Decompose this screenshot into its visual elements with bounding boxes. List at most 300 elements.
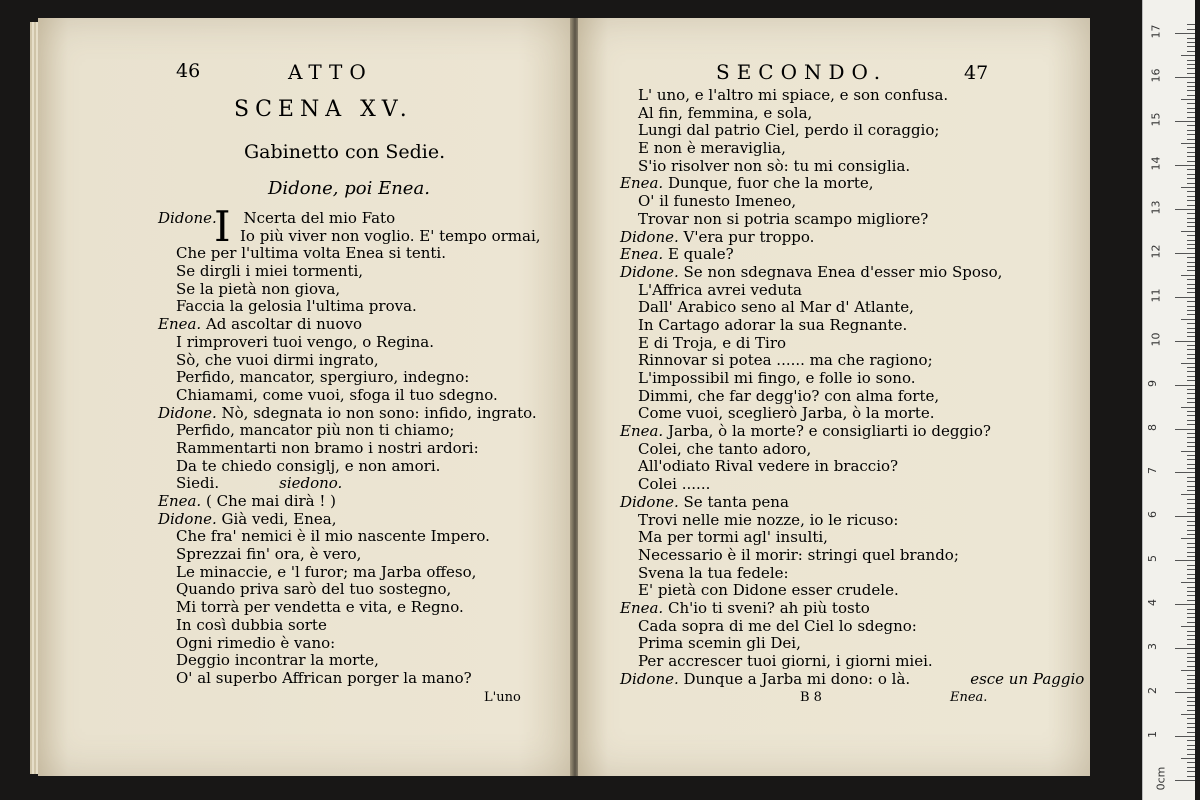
ruler-tick: [1187, 749, 1195, 750]
verse-text: Siedi.: [176, 474, 220, 493]
verse-line: [620, 476, 1084, 494]
verse-line: [620, 264, 1084, 282]
verse-line: [158, 281, 541, 299]
ruler-tick: [1187, 710, 1195, 711]
verse-text: Colei ......: [638, 475, 711, 494]
verse-line: [620, 299, 1084, 317]
verse-line: [620, 653, 1084, 671]
verse-line: [158, 493, 541, 511]
speaker-name: Enea.: [620, 598, 668, 617]
ruler-label: 8: [1146, 423, 1159, 431]
ruler-tick: [1187, 46, 1195, 47]
verse-line: [620, 140, 1084, 158]
verse-line: [620, 494, 1084, 512]
ruler-tick: [1181, 626, 1195, 627]
ruler-tick: [1187, 38, 1195, 39]
verse-text: Ch'io ti sveni? ah più tosto: [667, 598, 870, 617]
verse-text: Per accrescer tuoi giorni, i giorni miei.: [638, 652, 933, 670]
ruler-tick: [1187, 288, 1195, 289]
ruler-tick: [1187, 380, 1195, 381]
verse-text: Trovi nelle mie nozze, io le ricuso:: [638, 510, 899, 529]
ruler-tick: [1187, 402, 1195, 403]
ruler-tick: [1181, 275, 1195, 276]
ruler-tick: [1187, 200, 1195, 201]
ruler-label: 10: [1149, 332, 1163, 347]
measuring-ruler: [1142, 0, 1195, 800]
speaker-name: Enea.: [620, 174, 668, 193]
ruler-tick: [1175, 692, 1195, 693]
ruler-tick: [1187, 152, 1195, 153]
verse-line: [158, 564, 541, 582]
ruler-tick: [1175, 253, 1195, 254]
ruler-tick: [1175, 472, 1195, 473]
verse-line: [620, 458, 1084, 476]
ruler-label: 7: [1146, 467, 1159, 475]
ruler-tick: [1187, 556, 1195, 557]
verse-line: [620, 246, 1084, 264]
ruler-tick: [1187, 103, 1195, 104]
ruler-tick: [1187, 73, 1195, 74]
verse-line: [620, 618, 1084, 636]
ruler-tick: [1181, 99, 1195, 100]
ruler-tick: [1181, 538, 1195, 539]
ruler-tick: [1187, 657, 1195, 658]
verse-line: [620, 352, 1084, 370]
verse-text: O' al superbo Affrican porger la mano?: [176, 668, 472, 687]
ruler-tick: [1187, 499, 1195, 500]
scene-setting: Gabinetto con Sedie.: [244, 141, 446, 163]
verse-line: [620, 529, 1084, 547]
verse-line: [158, 245, 541, 263]
verse-line: [158, 210, 541, 228]
ruler-tick: [1187, 415, 1195, 416]
ruler-tick: [1187, 521, 1195, 522]
ruler-label: 13: [1149, 200, 1163, 215]
verse-text: Se dirgli i miei tormenti,: [176, 262, 364, 281]
verse-line: [158, 652, 541, 670]
ruler-tick: [1187, 310, 1195, 311]
ruler-tick: [1175, 165, 1195, 166]
verse-text: Io più viver non voglio. E' tempo ormai,: [240, 226, 541, 245]
speaker-name: Didone.: [620, 262, 684, 281]
ruler-tick: [1181, 143, 1195, 144]
ruler-tick: [1187, 29, 1195, 30]
ruler-tick: [1187, 336, 1195, 337]
verse-line: [620, 158, 1084, 176]
ruler-tick: [1187, 508, 1195, 509]
ruler-tick: [1187, 82, 1195, 83]
verse-text: S'io risolver non sò: tu mi consiglia.: [638, 156, 911, 175]
verse-line: [158, 458, 541, 476]
ruler-tick: [1187, 635, 1195, 636]
ruler-tick: [1187, 661, 1195, 662]
ruler-tick: [1175, 385, 1195, 386]
ruler-tick: [1187, 679, 1195, 680]
ruler-tick: [1187, 60, 1195, 61]
verse-text: Svena la tua fedele:: [638, 563, 789, 582]
verse-line: [158, 422, 541, 440]
ruler-tick: [1187, 169, 1195, 170]
verse-line: [620, 512, 1084, 530]
verse-line: [620, 175, 1084, 193]
ruler-tick: [1187, 420, 1195, 421]
ruler-tick: [1181, 670, 1195, 671]
ruler-tick: [1187, 762, 1195, 763]
ruler-tick: [1187, 442, 1195, 443]
verse-text: E' pietà con Didone esser crudele.: [638, 581, 899, 600]
ruler-tick: [1187, 306, 1195, 307]
ruler-label: 12: [1149, 244, 1163, 259]
ruler-label: 5: [1146, 555, 1159, 563]
ruler-tick: [1187, 174, 1195, 175]
verse-text: Ogni rimedio è vano:: [176, 633, 336, 652]
ruler-tick: [1187, 226, 1195, 227]
ruler-tick: [1187, 771, 1195, 772]
verse-line: [620, 87, 1084, 105]
ruler-tick: [1187, 314, 1195, 315]
ruler-tick: [1187, 42, 1195, 43]
speaker-name: Didone.: [620, 492, 684, 511]
left-running-head: ATTO: [288, 60, 373, 84]
ruler-label: 9: [1146, 379, 1159, 387]
ruler-tick: [1187, 688, 1195, 689]
ruler-tick: [1187, 411, 1195, 412]
ruler-tick: [1187, 600, 1195, 601]
ruler-tick: [1187, 776, 1195, 777]
ruler-tick: [1187, 464, 1195, 465]
ruler-tick: [1187, 235, 1195, 236]
verse-text: Chiamami, come vuoi, sfoga il tuo sdegno.: [176, 385, 498, 404]
left-catchword: L'uno: [484, 690, 521, 705]
verse-text: Se la pietà non giova,: [176, 279, 341, 298]
verse-line: [620, 193, 1084, 211]
verse-text: Dunque a Jarba mi dono: o là.: [683, 669, 911, 688]
ruler-tick: [1181, 582, 1195, 583]
ruler-label: 15: [1149, 112, 1163, 127]
scene-title: SCENA XV.: [234, 97, 413, 122]
ruler-tick: [1187, 424, 1195, 425]
ruler-tick: [1187, 139, 1195, 140]
ruler-tick: [1187, 398, 1195, 399]
ruler-label: 1: [1146, 731, 1159, 739]
verse-text: Dunque, fuor che la morte,: [667, 174, 874, 193]
ruler-tick: [1187, 222, 1195, 223]
ruler-tick: [1187, 525, 1195, 526]
ruler-label: 2: [1146, 687, 1159, 695]
verse-text: Prima scemin gli Dei,: [638, 634, 801, 653]
ruler-label: 11: [1149, 288, 1163, 303]
ruler-label: 17: [1149, 24, 1163, 39]
verse-line: [158, 228, 541, 246]
verse-line: [620, 547, 1084, 565]
verse-line: [620, 635, 1084, 653]
verse-text: ( Che mai dirà ! ): [205, 492, 337, 510]
verse-line: [158, 298, 541, 316]
ruler-tick: [1187, 86, 1195, 87]
right-verse-block: [620, 87, 1084, 688]
verse-line: [620, 335, 1084, 353]
verse-text: Lungi dal patrio Ciel, perdo il coraggio;: [638, 121, 940, 140]
verse-text: Perfido, mancator più non ti chiamo;: [176, 421, 455, 440]
ruler-tick: [1187, 644, 1195, 645]
ruler-tick: [1187, 578, 1195, 579]
ruler-tick: [1187, 701, 1195, 702]
ruler-tick: [1187, 446, 1195, 447]
verse-text: Da te chiedo consiglj, e non amori.: [176, 456, 441, 475]
ruler-tick: [1187, 705, 1195, 706]
ruler-tick: [1187, 666, 1195, 667]
speaker-name: Enea.: [620, 422, 668, 441]
ruler-tick: [1181, 319, 1195, 320]
ruler-tick: [1187, 595, 1195, 596]
verse-line: [158, 617, 541, 635]
ruler-tick: [1187, 90, 1195, 91]
ruler-tick: [1187, 547, 1195, 548]
ruler-tick: [1187, 301, 1195, 302]
verse-text: Come vuoi, sceglierò Jarba, ò la morte.: [638, 404, 935, 423]
right-page-number: 47: [964, 62, 989, 84]
ruler-label: 6: [1146, 511, 1159, 519]
ruler-tick: [1187, 205, 1195, 206]
verse-line: [620, 105, 1084, 123]
verse-line: [158, 405, 541, 423]
verse-line: [620, 582, 1084, 600]
ruler-tick: [1187, 653, 1195, 654]
ruler-tick: [1187, 244, 1195, 245]
ruler-tick: [1187, 266, 1195, 267]
ruler-tick: [1187, 191, 1195, 192]
ruler-label: 14: [1149, 156, 1163, 171]
verse-text: Ma per tormi agl' insulti,: [638, 528, 828, 547]
verse-line: [158, 334, 541, 352]
ruler-tick: [1187, 196, 1195, 197]
ruler-tick: [1187, 248, 1195, 249]
verse-line: [620, 600, 1084, 618]
ruler-tick: [1187, 530, 1195, 531]
ruler-tick: [1187, 459, 1195, 460]
ruler-tick: [1187, 125, 1195, 126]
verse-line: [158, 475, 541, 493]
verse-line: [158, 528, 541, 546]
ruler-tick: [1187, 617, 1195, 618]
verse-line: [158, 352, 541, 370]
ruler-tick: [1187, 481, 1195, 482]
verse-line: [620, 565, 1084, 583]
verse-text: Sò, che vuoi dirmi ingrato,: [176, 350, 379, 369]
ruler-tick: [1187, 565, 1195, 566]
ruler-tick: [1175, 516, 1195, 517]
ruler-tick: [1187, 437, 1195, 438]
ruler-label: 16: [1149, 68, 1163, 83]
ruler-tick: [1175, 297, 1195, 298]
ruler-tick: [1187, 727, 1195, 728]
ruler-tick: [1187, 609, 1195, 610]
ruler-tick: [1175, 341, 1195, 342]
ruler-tick: [1181, 231, 1195, 232]
verse-line: [620, 317, 1084, 335]
speaker-name: Didone.: [158, 403, 222, 422]
ruler-tick: [1187, 68, 1195, 69]
ruler-tick: [1175, 780, 1195, 781]
ruler-tick: [1187, 213, 1195, 214]
ruler-tick: [1187, 569, 1195, 570]
verse-line: [620, 671, 1084, 689]
verse-line: [158, 599, 541, 617]
ruler-tick: [1175, 33, 1195, 34]
ruler-tick: [1187, 490, 1195, 491]
ruler-tick: [1187, 51, 1195, 52]
verse-text: Al fin, femmina, e sola,: [638, 103, 813, 122]
ruler-tick: [1187, 503, 1195, 504]
ruler-tick: [1187, 754, 1195, 755]
ruler-tick: [1187, 134, 1195, 135]
verse-line: [158, 581, 541, 599]
ruler-tick: [1175, 604, 1195, 605]
speaker-name: Didone.: [620, 669, 684, 688]
ruler-tick: [1181, 407, 1195, 408]
verse-text: Cada sopra di me del Ciel lo sdegno:: [638, 616, 917, 635]
stage-direction: siedono.: [279, 474, 343, 493]
ruler-tick: [1187, 156, 1195, 157]
verse-text: Sprezzai fin' ora, è vero,: [176, 545, 362, 564]
ruler-tick: [1187, 468, 1195, 469]
stage-direction: esce un Paggio: [970, 669, 1085, 688]
ruler-tick: [1187, 767, 1195, 768]
ruler-tick: [1175, 648, 1195, 649]
ruler-tick: [1187, 455, 1195, 456]
ruler-tick: [1181, 494, 1195, 495]
ruler-tick: [1187, 24, 1195, 25]
verse-line: [158, 635, 541, 653]
verse-text: L'impossibil mi fingo, e folle io sono.: [638, 369, 916, 387]
ruler-tick: [1187, 240, 1195, 241]
verse-line: [158, 316, 541, 334]
ruler-tick: [1175, 429, 1195, 430]
verse-text: Ad ascoltar di nuovo: [205, 315, 362, 334]
verse-text: In così dubbia sorte: [176, 615, 327, 634]
verse-line: [158, 263, 541, 281]
verse-text: V'era pur troppo.: [683, 227, 815, 246]
verse-text: Quando priva sarò del tuo sostegno,: [176, 580, 452, 599]
verse-text: Che per l'ultima volta Enea si tenti.: [176, 244, 446, 263]
ruler-tick: [1187, 587, 1195, 588]
ruler-tick: [1187, 358, 1195, 359]
ruler-tick: [1187, 178, 1195, 179]
ruler-tick: [1187, 574, 1195, 575]
ruler-tick: [1187, 745, 1195, 746]
ruler-tick: [1187, 354, 1195, 355]
ruler-tick: [1187, 257, 1195, 258]
verse-text: Mi torrà per vendetta e vita, e Regno.: [176, 598, 464, 617]
verse-text: Dimmi, che far degg'io? con alma forte,: [638, 386, 940, 405]
ruler-tick: [1187, 740, 1195, 741]
verse-line: [620, 405, 1084, 423]
verse-text: Le minaccie, e 'l furor; ma Jarba offeso,: [176, 562, 477, 581]
verse-line: [620, 423, 1084, 441]
ruler-tick: [1187, 95, 1195, 96]
ruler-tick: [1175, 736, 1195, 737]
ruler-tick: [1187, 393, 1195, 394]
ruler-tick: [1187, 631, 1195, 632]
ruler-tick: [1187, 262, 1195, 263]
scene-characters: Didone, poi Enea.: [268, 178, 430, 199]
ruler-tick: [1187, 433, 1195, 434]
drop-cap: I: [214, 202, 231, 251]
left-verse-block: [158, 210, 541, 688]
ruler-tick: [1187, 130, 1195, 131]
ruler-tick: [1187, 732, 1195, 733]
verse-text: Rammentarti non bramo i nostri ardori:: [176, 438, 479, 457]
ruler-tick: [1187, 161, 1195, 162]
verse-line: [158, 387, 541, 405]
speaker-name: Enea.: [158, 315, 206, 334]
ruler-label: 4: [1146, 599, 1159, 607]
ruler-tick: [1187, 284, 1195, 285]
verse-text: Dall' Arabico seno al Mar d' Atlante,: [638, 298, 914, 317]
ruler-tick: [1187, 332, 1195, 333]
ruler-tick: [1187, 345, 1195, 346]
verse-text: E di Troja, e di Tiro: [638, 333, 787, 352]
verse-line: [620, 211, 1084, 229]
verse-line: [620, 388, 1084, 406]
ruler-tick: [1175, 121, 1195, 122]
verse-line: [158, 511, 541, 529]
ruler-tick: [1187, 591, 1195, 592]
ruler-tick: [1187, 371, 1195, 372]
ruler-tick: [1187, 486, 1195, 487]
verse-text: Deggio incontrar la morte,: [176, 651, 379, 670]
verse-line: [158, 440, 541, 458]
verse-text: Colei, che tanto adoro,: [638, 439, 812, 458]
ruler-tick: [1187, 675, 1195, 676]
ruler-tick: [1187, 723, 1195, 724]
ruler-tick: [1187, 112, 1195, 113]
ruler-tick: [1187, 376, 1195, 377]
ruler-tick: [1187, 512, 1195, 513]
verse-text: O' il funesto Imeneo,: [638, 192, 797, 211]
ruler-tick: [1187, 639, 1195, 640]
ruler-tick: [1187, 389, 1195, 390]
verse-text: Già vedi, Enea,: [221, 509, 337, 528]
speaker-name: Didone.: [158, 509, 222, 528]
ruler-label: 0cm: [1154, 766, 1168, 791]
ruler-tick: [1181, 187, 1195, 188]
verse-text: Necessario è il morir: stringi quel brando;: [638, 545, 959, 564]
ruler-tick: [1181, 55, 1195, 56]
ruler-tick: [1187, 64, 1195, 65]
ruler-tick: [1187, 218, 1195, 219]
ruler-tick: [1187, 108, 1195, 109]
ruler-label: 3: [1146, 643, 1159, 651]
verse-line: [158, 369, 541, 387]
verse-text: Faccia la gelosia l'ultima prova.: [176, 297, 417, 316]
ruler-tick: [1187, 328, 1195, 329]
left-page-number: 46: [176, 60, 201, 82]
ruler-tick: [1175, 77, 1195, 78]
ruler-tick: [1181, 714, 1195, 715]
speaker-name: Enea.: [158, 492, 206, 510]
ruler-tick: [1181, 363, 1195, 364]
ruler-tick: [1187, 367, 1195, 368]
verse-text: Trovar non si potria scampo migliore?: [638, 209, 929, 228]
verse-line: [620, 370, 1084, 388]
signature-mark: B 8: [800, 690, 822, 705]
verse-text: Ncerta del mio Fato: [243, 209, 396, 227]
speaker-name: Didone.: [158, 209, 222, 227]
ruler-tick: [1187, 323, 1195, 324]
verse-line: [620, 441, 1084, 459]
ruler-tick: [1175, 209, 1195, 210]
